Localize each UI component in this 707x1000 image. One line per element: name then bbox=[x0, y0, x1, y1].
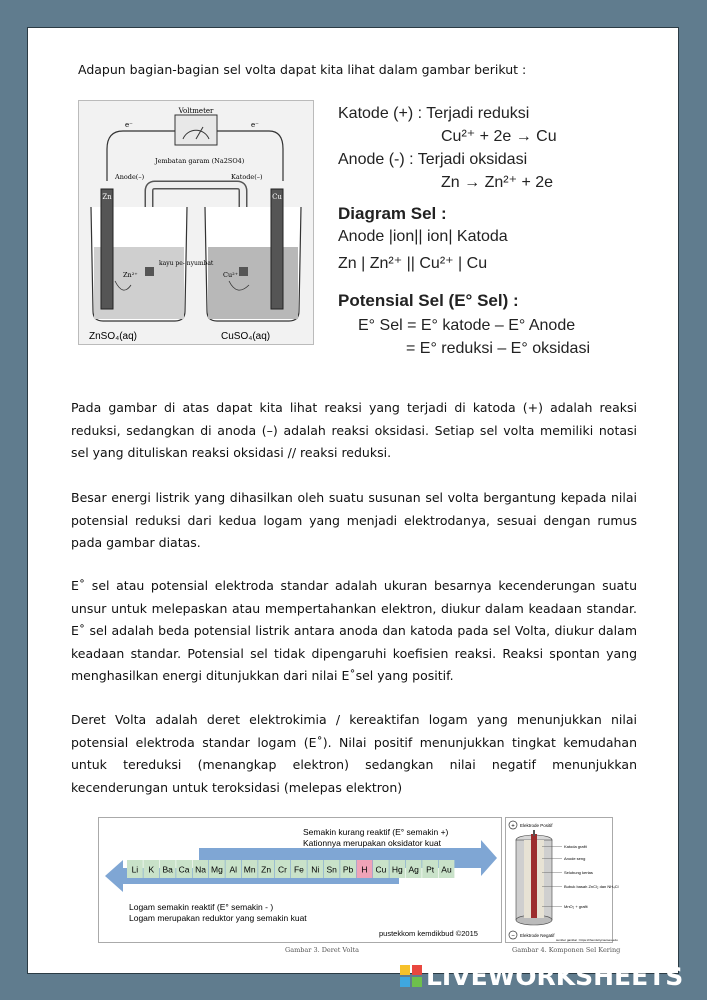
element-pb: Pb bbox=[342, 864, 354, 875]
element-zn: Zn bbox=[261, 864, 272, 875]
anode-line: Anode (-) : Terjadi oksidasi bbox=[338, 151, 528, 168]
element-hg: Hg bbox=[391, 864, 403, 875]
cell-notes bbox=[338, 102, 658, 360]
element-cu: Cu bbox=[375, 864, 387, 875]
minus-sign: − bbox=[511, 933, 515, 940]
element-ba: Ba bbox=[162, 864, 173, 875]
battery-label: Selubung kertas bbox=[564, 870, 593, 875]
element-li: Li bbox=[131, 864, 139, 875]
zn-ion-label: Zn²⁺ bbox=[123, 271, 138, 279]
series-credit: pustekkom kemdikbud ©2015 bbox=[379, 929, 478, 938]
element-au: Au bbox=[441, 864, 452, 875]
battery-label: Bubuk basah ZnCl₂ dan NH₄Cl bbox=[564, 884, 619, 889]
battery-source: sumber gambar : https://chemistrycourses.edu bbox=[556, 938, 618, 942]
liveworksheets-brand[interactable] bbox=[400, 961, 683, 991]
paragraph-4: Deret Volta adalah deret elektrokimia / kereaktifan logam yang menunjukkan nilai potensial elektroda standar logam (E˚). Nilai positif menunjukkan tingkat kemudahan untuk tereduksi (menangkap elektron) sedangkan nilai negatif menunjukkan kecenderungan untuk teroksidasi (melepas elektron) bbox=[71, 712, 637, 795]
series-bottom-line-1: Logam semakin reaktif (E° semakin - ) bbox=[129, 902, 274, 912]
element-na: Na bbox=[195, 864, 206, 875]
series-top-line-1: Semakin kurang reaktif (E° semakin +) bbox=[303, 827, 449, 837]
intro-text: Adapun bagian-bagian sel volta dapat kita lihat dalam gambar berikut : bbox=[78, 62, 527, 77]
katode-reaction: Cu²⁺ + 2e → Cu bbox=[441, 128, 557, 145]
element-al: Al bbox=[229, 864, 238, 875]
series-top-line-2: Kationnya merupakan oksidator kuat bbox=[303, 838, 441, 848]
element-ni: Ni bbox=[311, 864, 320, 875]
paragraph-1: Pada gambar di atas dapat kita lihat reaksi yang terjadi di katoda (+) adalah reaksi reduksi, sedangkan di anoda (–) adalah reaksi oksidasi. Setiap sel volta memiliki notasi sel yang dituliskan reaksi oksidasi // reaksi reduksi. bbox=[71, 400, 637, 460]
element-h: H bbox=[361, 864, 368, 875]
katode-line: Katode (+) : Terjadi reduksi bbox=[338, 105, 530, 122]
battery-label: Katoda grafit bbox=[564, 844, 587, 849]
battery-top-label: Elektrode Positif bbox=[520, 823, 553, 828]
znso4-label: ZnSO₄(aq) bbox=[89, 331, 137, 342]
cu-ion-label: Cu²⁺ bbox=[223, 271, 239, 279]
element-mg: Mg bbox=[210, 864, 223, 875]
volta-series-figure bbox=[98, 817, 502, 943]
element-pt: Pt bbox=[426, 864, 435, 875]
element-sn: Sn bbox=[326, 864, 337, 875]
battery-label: MnO₂ + grafit bbox=[564, 904, 588, 909]
dry-cell-drawing bbox=[506, 818, 619, 942]
element-k: K bbox=[148, 864, 155, 875]
cu-electrode-label: Cu bbox=[272, 193, 282, 201]
formula-2: = E° reduksi – E° oksidasi bbox=[406, 340, 590, 357]
electron-right: e⁻ bbox=[251, 121, 259, 129]
element-ag: Ag bbox=[408, 864, 419, 875]
element-fe: Fe bbox=[293, 864, 304, 875]
battery-bottom-label: Elektrode Negatif bbox=[520, 933, 555, 938]
element-ca: Ca bbox=[178, 864, 190, 875]
element-cr: Cr bbox=[278, 864, 287, 875]
potensial-heading: Potensial Sel (E° Sel) : bbox=[338, 291, 519, 310]
liveworksheets-logo-icon bbox=[400, 965, 422, 987]
galvanic-cell-figure bbox=[78, 100, 314, 345]
cuso4-label: CuSO₄(aq) bbox=[221, 331, 271, 342]
battery-caption: Gambar 4. Komponen Sel Kering bbox=[512, 946, 621, 954]
diagram-specific: Zn | Zn²⁺ || Cu²⁺ | Cu bbox=[338, 255, 488, 272]
worksheet-page bbox=[27, 27, 679, 974]
plus-sign: + bbox=[511, 823, 515, 830]
volta-caption: Gambar 3. Deret Volta bbox=[285, 946, 359, 954]
voltmeter-label: Voltmeter bbox=[178, 107, 214, 115]
diagram-general: Anode |ion|| ion| Katoda bbox=[338, 228, 508, 245]
cathode-label: Katode(–) bbox=[231, 173, 263, 181]
anode-label: Anode(–) bbox=[115, 173, 145, 181]
plug-label: kayu pe- nyumbat bbox=[159, 260, 214, 267]
dry-cell-figure bbox=[505, 817, 619, 943]
battery-labels bbox=[542, 844, 619, 909]
salt-bridge-label: Jembatan garam (Na2SO4) bbox=[155, 157, 245, 165]
diagram-heading: Diagram Sel : bbox=[338, 204, 447, 223]
paragraph-2: Besar energi listrik yang dihasilkan oleh suatu susunan sel volta bergantung kepada nilai potensial reduksi dari kedua logam yang menjadi elektrodanya, sesuai dengan rumus pada gambar diatas. bbox=[71, 490, 637, 550]
anode-reaction: Zn → Zn²⁺ + 2e bbox=[441, 174, 554, 191]
element-mn: Mn bbox=[243, 864, 256, 875]
volta-series-drawing bbox=[99, 818, 501, 942]
battery-label: Anode seng bbox=[564, 856, 586, 861]
series-bottom-line-2: Logam merupakan reduktor yang semakin kuat bbox=[129, 913, 307, 923]
formula-1: E° Sel = E° katode – E° Anode bbox=[358, 317, 576, 334]
paragraph-3: E˚ sel atau potensial elektroda standar adalah ukuran besarnya kecenderungan suatu unsur untuk melepaskan atau mempertahankan elektron, diukur dalam keadaan standar. E˚ sel adalah beda potensial listrik antara anoda dan katoda pada sel Volta, diukur dalam keadaan standar. Potensial sel tidak dipengaruhi koefisien reaksi. Reaksi spontan yang menghasilkan energi ditunjukkan dari nilai E˚sel yang positif. bbox=[71, 578, 637, 683]
brand-text: LIVEWORKSHEETS bbox=[426, 961, 684, 991]
zn-electrode-label: Zn bbox=[102, 193, 112, 201]
galvanic-cell-drawing bbox=[79, 101, 313, 344]
electron-left: e⁻ bbox=[125, 121, 133, 129]
